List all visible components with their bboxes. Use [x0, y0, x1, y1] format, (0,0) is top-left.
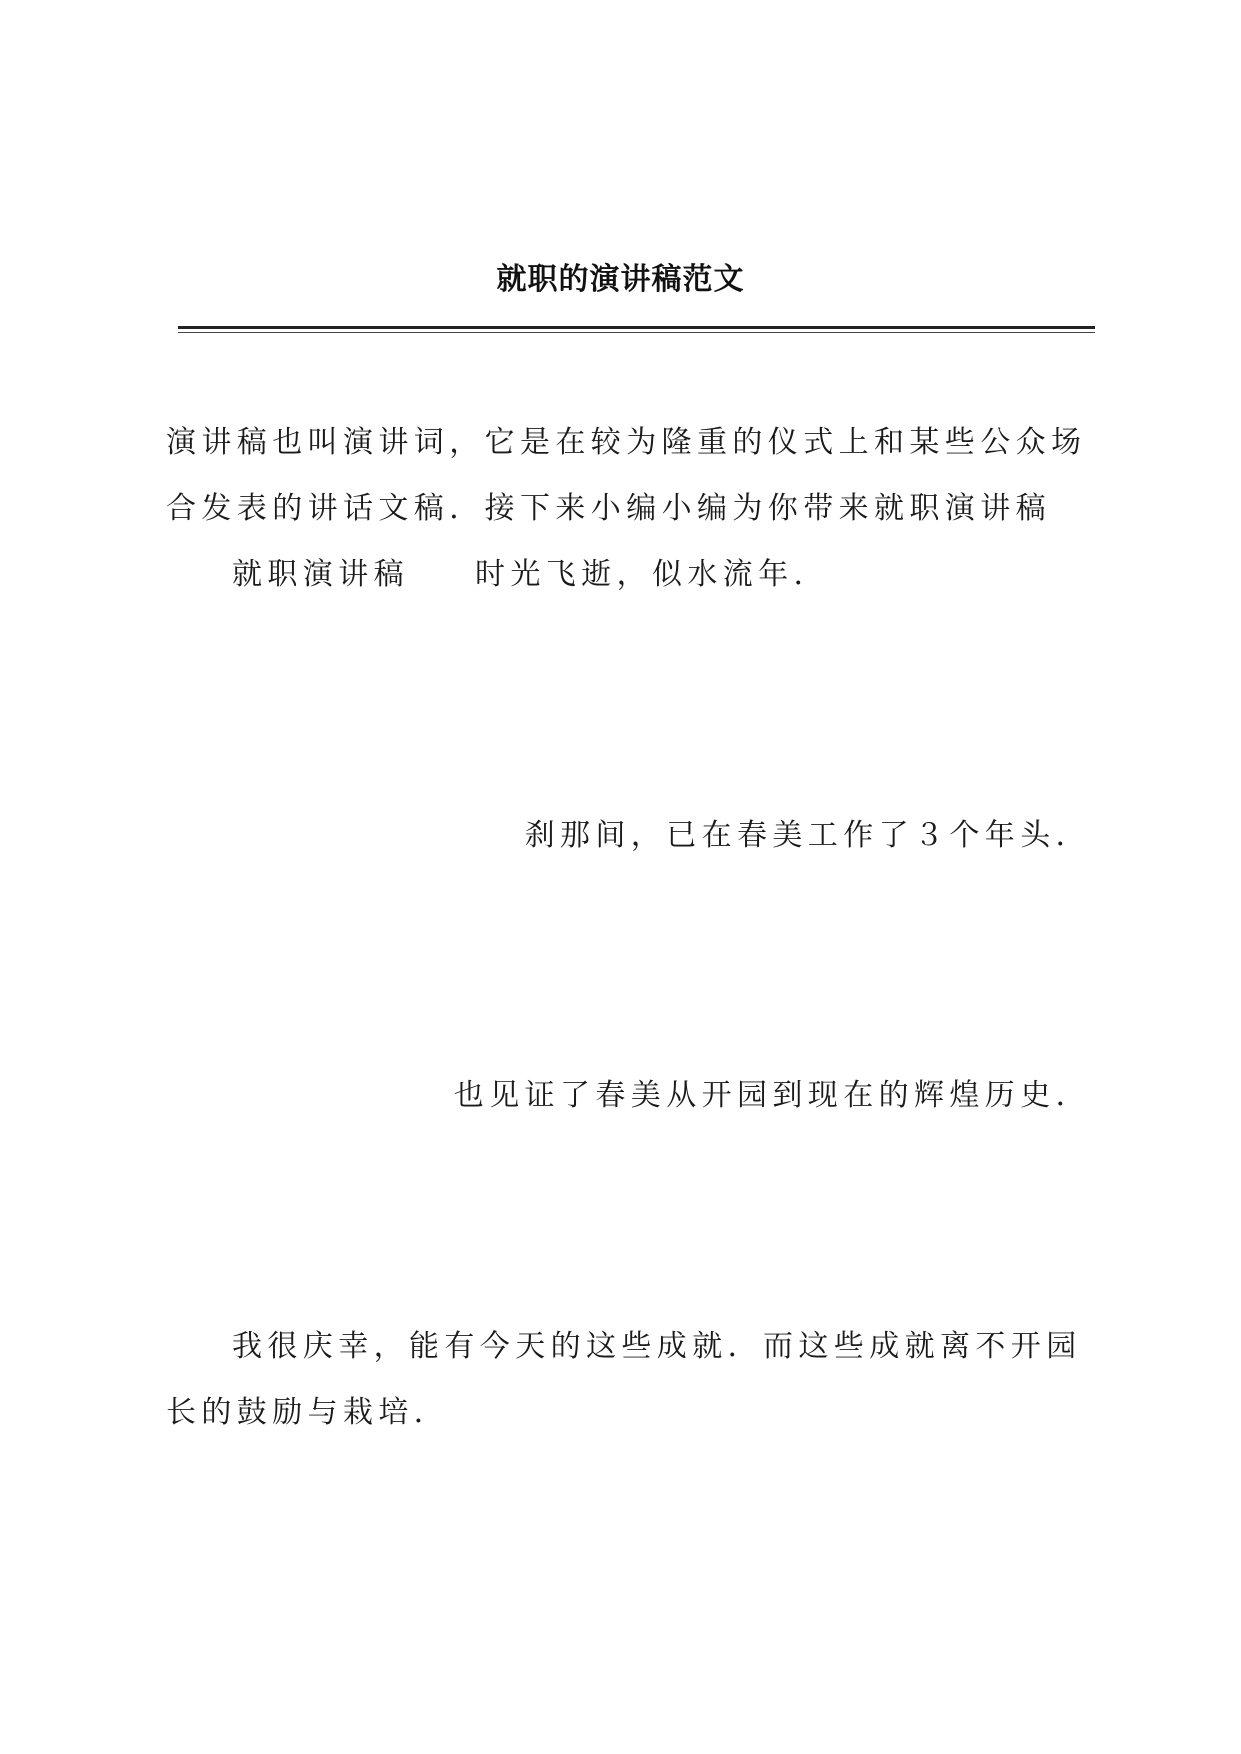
paragraph-4: 我很庆幸，能有今天的这些成就．而这些成就离不开园长的鼓励与栽培． [166, 1329, 1082, 1430]
intro-text-part-2: 就职演讲稿 [232, 557, 409, 592]
intro-paragraph [166, 410, 1091, 608]
paragraph-3: 也见证了春美从开园到现在的辉煌历史． [453, 1078, 1091, 1113]
intro-text-part-1: 演讲稿也叫演讲词，它是在较为隆重的仪式上和某些公众场合发表的讲话文稿．接下来小编小编为你带来就职演讲稿 [166, 425, 1087, 526]
document-title: 就职的演讲稿范文 [496, 262, 745, 297]
intro-text-part-3: 时光飞逝，似水流年． [475, 557, 829, 592]
paragraph-2: 刹那间，已在春美工作了３个年头． [524, 818, 1091, 853]
title-divider-thin [178, 332, 1095, 333]
title-divider-thick [178, 326, 1095, 329]
